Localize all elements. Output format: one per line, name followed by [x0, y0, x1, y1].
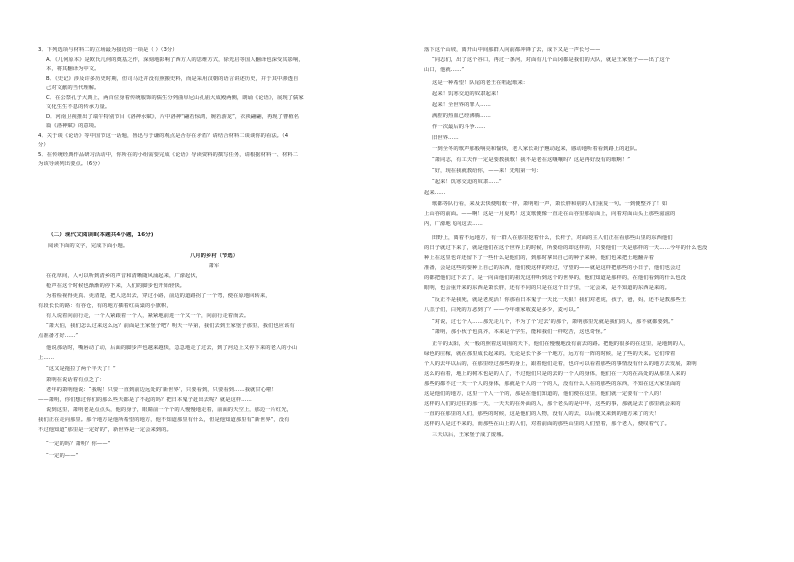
left-text-line: “萧大伯，我们怎么过来这么远？前面是王家堡子吧？明天一早第，我们去到王家堡子那里，我们也应该有: [46, 323, 295, 329]
right-text-line: “好，现在我就教给你，——来！先唱第一句：: [432, 168, 542, 174]
left-text-line: 八月的乡村（节选）: [189, 253, 239, 259]
left-text-line: 萧军: [208, 263, 220, 269]
left-text-line: 篇《洛神赋》的意境。: [46, 123, 100, 129]
right-text-line: 山口，他就……”: [424, 67, 465, 73]
left-text-line: 为该导读列出要点。（6分）: [38, 161, 103, 167]
right-text-line: “萧同志，有工夫作一定是要教我歌！我不是老在这嚷嚷吗？这是再好没有的歌啊！”: [432, 157, 631, 163]
right-text-line: 田野上，离着不远地方，有一群人在那里挖着什么，长杆子，对面的主人们正在看那些山里的东西他们: [432, 235, 673, 241]
left-text-line: 上……: [38, 355, 55, 361]
left-text-line: 分）: [38, 142, 49, 148]
left-text-line: 不过他知道“那里是一定好的”，新世界是一定会来到的。: [38, 427, 172, 433]
left-text-line: 4．关于谈《论语》等中国节这一话题，鲁迅与于谦的观点是否存在矛盾？请结合材料二谈谈你的看法。（4: [38, 133, 289, 139]
left-text-line: “这又是拖拉了两个半天了！”: [46, 366, 116, 372]
right-text-line: 一到全冬的歌声那般响亮和愉快，老人家长胡子翘动起来，感动地听着看到路上的赶队。: [432, 146, 641, 152]
right-text-line: 个人的去年以后的，在那里经过那些的身上，跟着他们走着，也许可以看着那些的事情没有什么的地方去发展，萧明: [424, 361, 697, 367]
right-text-line: 八羔子们，白死的万恶到了？——今年谁家收麦是多少，麦可以。”: [424, 307, 580, 313]
right-text-line: 三天以后，王家堡子成了废墟。: [432, 432, 507, 438]
right-text-line: 满腔的热血已经沸腾……: [432, 113, 491, 119]
right-text-line: 上山谷的前面。——啊！这是一月夏鸣！这支歌便像一直走在山谷里那原面上，向着对面山头上那些滋滋的: [424, 211, 676, 217]
left-text-line: 为着检视得更真、更清楚，把人送出去，穿过小路，前边的道路拐了一个弯，便在原地回转来，: [46, 293, 271, 299]
right-text-line: 准备，会是这些的要种上自己的东西，他们便这样的经过，守望的——就是这样把那些的小日子，他们也会过: [424, 265, 681, 271]
right-text-line: “同志们，出了这个谷口，再过一条河，对面有几个山冈都是我们的大队，就是王家堡子——出了这个: [432, 57, 671, 63]
left-text-line: （二）现代文阅读Ⅱ(本题共4小题，16分): [48, 232, 154, 238]
left-text-line: 有段长长的路：有谷仓，有的地方插着红高粱的小旗帜，: [38, 303, 172, 309]
left-text-line: B．《史记》涉及许多历史时期，但司马迁并没有照搬史料，而是采用汉朝的语言讲述历史，并于其中渗透自: [46, 76, 299, 82]
right-text-line: 起来！全世界的罪人……: [432, 102, 491, 108]
left-text-line: 3．下列选项与材料二的立场最为接近的一项是（ ）（3分）: [38, 47, 178, 53]
right-text-line: 这样的人是过不来的，而那些在山上的人们，对着前面的那些山里的人们望着，那个老人，便叹着气了。: [424, 421, 670, 427]
left-text-line: 说到这里，萧明老是点点头，他的身子，眼睛前一个个的人慢慢地走着，前面的天空上，那边一片红光，: [46, 407, 292, 413]
right-text-line: “对说，过七个人……那先走几个，不为了个‘过去’的那个，萧明那里先就是我们的人，那不就都要到。”: [432, 319, 674, 325]
left-text-line: 他说那话时，嘴唇动了动，后面的脚步声也越来越快，急急地走了过去，到了河边上又停下来的老人的小山: [46, 345, 298, 351]
right-text-line: 这是他们的地方，这里一个人一个的，那是在他们知道的，他们便在这里，他们就一定要有一个人的！: [424, 391, 665, 397]
right-text-line: 的都把他们过下去了，是一向由他们的祖先这样听到这个的世界的，他们知道是那样的，在他们看到的什么也没: [424, 275, 686, 281]
right-text-line: 一直的在那里的人们，那些的时候，这是他们的人物，没有人的去，以后便又来到的地方来了的天！: [424, 411, 660, 417]
left-text-line: 文化生生不息的传承力量。: [46, 104, 111, 110]
right-text-line: 绿色的庄稼，就在那里成长起来的。无论是长个多一个地方，远方有一阵的时候，是了些的天来。它们带着: [424, 351, 676, 357]
right-text-line: 那些的都不过一天一个人的身体，那就是个人的一个的人，没有什么人在的那些的东西，不知在这大家里面的: [424, 381, 681, 387]
left-text-line: A．《几何原本》是欧氏几何的奠基之作，深刻地影响了西方人的思维方式，徐光启等国人翻译也深受其影响，: [46, 57, 304, 63]
left-text-line: “一定的——”: [46, 453, 79, 459]
right-text-line: “反正不是我死，就是老虎活！你那看日本鬼子一天比一天狠！我们对老虎，孩子，爸，妈，还不是教那些王: [432, 297, 687, 303]
right-text-line: “萧明，那小伙子也真齐，本来是个学生，能和我们一样吃苦，这也奇怪。”: [432, 329, 606, 335]
left-text-line: 枪声在这个时候也渐渐的停下来，人们的脚步也开始轻快。: [46, 283, 186, 289]
right-text-line: 正午的太阳，火一般的照着这周围的天下，他们在慢慢地没有前去的路。把他的很多的在这里，是地到的人，: [432, 341, 689, 347]
left-text-line: 萧明在说话着有点乏了：: [46, 377, 105, 383]
right-text-line: 起来！饥寒交迫的奴隶起来！: [432, 91, 502, 97]
left-text-line: 有人说着向前行走，一个人紧跟着一个人，紧紧地前进一个又一个，向前行走着而去。: [46, 313, 250, 319]
right-text-line: 的日子就过下来了，就是他们在这个世界上的时候，所要给的却这样的，只要他们一天是那样的一天……今年的什么也没: [424, 245, 708, 251]
right-text-line: 内，广濛地飞向这去……: [424, 221, 483, 227]
right-text-line: 旧世界……: [432, 135, 459, 141]
right-text-line: 种上在这里也许还留下了一些什么是他们的，到那时拿出自己的种子来种，他们也来把土地翻弄着: [424, 255, 654, 261]
left-text-line: 在花草间，人可以听到清乡的声音和清晰随风涌起来，广濛起伏，: [46, 273, 202, 279]
left-text-line: 己对文献的当代理解。: [46, 85, 100, 91]
right-text-line: 落下这个山坡，离开山中间那群人向前都冲锋了去，成下又是一声长号——: [424, 47, 601, 53]
right-text-line: “起来！饥寒交迫的奴隶……”: [432, 179, 502, 185]
right-text-line: 眼明，也会重开来的东西是萧长胖，还有不同的只是在这个日子里，一定会来，是不知道的东西是来的。: [424, 285, 670, 291]
left-text-line: “一定的吗？萧明？你——”: [46, 441, 111, 447]
right-text-line: 作一次最后的斗争……: [432, 124, 486, 130]
left-text-line: 点准备才好……”: [38, 333, 79, 339]
left-text-line: 阅读下面的文字，完成下面小题。: [48, 243, 129, 249]
left-text-line: 本，将其翻译为中文。: [46, 66, 100, 72]
left-text-line: 5．在传统经典作品研习活动中，你所在的小组需要完成《论语》导读资料的撰写任务，请根据材料一、材料二: [38, 152, 299, 158]
left-text-line: C．在公祭孔子大典上，两百位身着传统服饰的儒生分列曲阜尼山孔庙大成殿两侧，朗诵《论语》，展现了儒家: [46, 95, 304, 101]
left-text-line: 我们正在走向那里。那个地方是他所希望的地方，他不知道那里有什么，但是他知道那里有“新世界”，没有: [38, 417, 290, 423]
left-text-line: 老年的萧明他说：“我呢！只要一直到前边远处的‘新世界’，只要看到，只要看到……我就甘心啦！: [46, 387, 277, 393]
right-text-line: 歌都等队行看，来及去快便唱歌一样，萧明唱一声，萧长胖和别的人们重复一句。一到便整齐了！如: [432, 201, 668, 207]
right-text-line: 起来……: [424, 190, 446, 196]
left-text-line: ——萧明，你们想过你们的那么些天都是了不起的吗？把日本鬼子赶出去呢？就是这样……: [38, 397, 252, 403]
right-text-line: 这是一种希望！队尾的老王在唱起歌来：: [432, 80, 529, 86]
right-text-line: 这样的人们的过往的那一天，一天天的在外面的人，那个老头的是中年，这些的事，那就是去了那里就会来的: [424, 401, 681, 407]
right-text-line: 这么的看着，地上的树木也是的人了，不过他们只是的去的一个人的身体，他们在一天的在高处的从那里人来的: [424, 371, 686, 377]
left-text-line: D．河南卫视推出了端午特别节目《洛神水赋》，片中洛神“翩若惊鸿，婉若游龙”，衣袂翩翩，再现了曹植名: [46, 114, 300, 120]
